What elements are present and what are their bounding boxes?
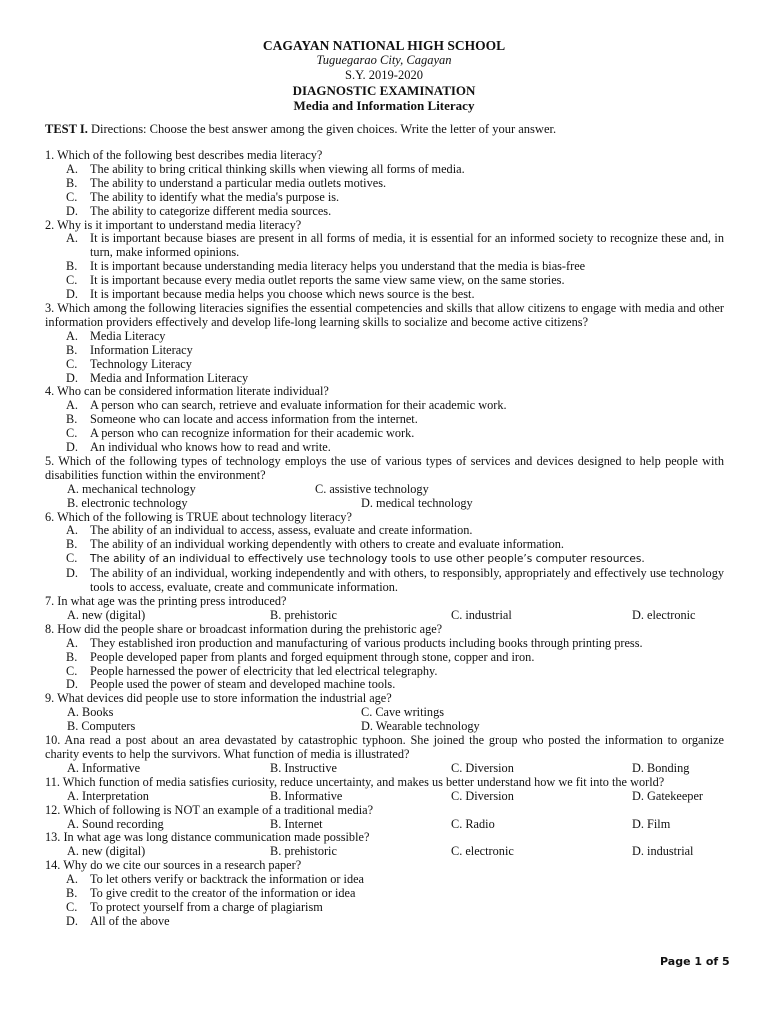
q5-options-row-2 — [45, 497, 724, 511]
option-letter: A. — [66, 872, 78, 887]
option-text: The ability of an individual, working independently and with others, to responsibly, appropriately and effectively use technology tools to access, evaluate, create and communicate information. — [90, 566, 724, 595]
option-letter: A. — [66, 161, 78, 176]
q13-option-c: C. electronic — [451, 844, 514, 859]
option-letter: B. — [66, 175, 78, 190]
q6-option-c — [45, 552, 724, 567]
question-4: 4. Who can be considered information literate individual? — [45, 384, 329, 399]
option-text: It is important because media helps you choose which news source is the best. — [90, 287, 475, 302]
q2-option-a — [45, 232, 724, 260]
q8-option-a — [45, 637, 724, 651]
option-text: The ability of an individual working dependently with others to create and evaluate information. — [90, 537, 564, 552]
q9-option-b: B. Computers — [67, 719, 136, 734]
q4-option-d — [45, 441, 724, 455]
option-text: The ability to bring critical thinking skills when viewing all forms of media. — [90, 161, 465, 176]
q5-option-d: D. medical technology — [361, 495, 473, 510]
option-text: Someone who can locate and access information from the internet. — [90, 412, 418, 427]
option-text: People used the power of steam and developed machine tools. — [90, 677, 396, 692]
option-text: A person who can search, retrieve and evaluate information for their academic work. — [90, 398, 507, 413]
option-letter: D. — [66, 203, 78, 218]
q9-options-row-1 — [45, 706, 724, 720]
school-city: Tuguegarao City, Cagayan — [316, 53, 452, 67]
option-letter: D. — [66, 566, 78, 581]
q4-option-a — [45, 399, 724, 413]
q10-option-b: B. Instructive — [270, 760, 337, 775]
question-11: 11. Which function of media satisfies curiosity, reduce uncertainty, and makes us better understand how we fit into the world? — [45, 774, 665, 789]
question-13: 13. In what age was long distance communication made possible? — [45, 830, 370, 845]
option-text: The ability to identify what the media's purpose is. — [90, 189, 340, 204]
q14-option-a — [45, 873, 724, 887]
q6-option-b — [45, 538, 724, 552]
q10-options-row — [45, 762, 724, 776]
q3-option-b — [45, 344, 724, 358]
option-text: A person who can recognize information for their academic work. — [90, 426, 415, 441]
option-text: To give credit to the creator of the information or idea — [90, 886, 356, 901]
option-letter: C. — [66, 551, 78, 566]
option-letter: A. — [66, 328, 78, 343]
q2-option-c — [45, 274, 724, 288]
school-year: S.Y. 2019-2020 — [345, 68, 423, 82]
option-letter: A. — [66, 231, 78, 246]
subject-title: Media and Information Literacy — [293, 98, 475, 113]
option-letter: B. — [66, 537, 78, 552]
q7-option-c: C. industrial — [451, 607, 512, 622]
q8-option-c — [45, 665, 724, 679]
option-letter: C. — [66, 189, 78, 204]
q5-option-b: B. electronic technology — [67, 495, 188, 510]
option-text: Media Literacy — [90, 328, 166, 343]
option-text: Information Literacy — [90, 342, 193, 357]
option-letter: D. — [66, 913, 78, 928]
q5-options-row-1 — [45, 483, 724, 497]
q1-option-a — [45, 163, 724, 177]
q10-option-c: C. Diversion — [451, 760, 514, 775]
q13-option-d: D. industrial — [632, 844, 694, 859]
q13-option-b: B. prehistoric — [270, 844, 337, 859]
q9-option-a: A. Books — [67, 705, 114, 720]
q7-options-row — [45, 609, 724, 623]
question-10: 10. Ana read a post about an area devastated by catastrophic typhoon. She joined the group who posted the information to organize charity events to help the survivors. What function of media is illustrated? — [45, 733, 724, 761]
q3-option-a — [45, 330, 724, 344]
option-text: Technology Literacy — [90, 356, 192, 371]
document-header — [0, 38, 768, 113]
q14-option-b — [45, 887, 724, 901]
test-label: TEST I. — [45, 122, 88, 136]
directions-text: Directions: Choose the best answer among the given choices. Write the letter of your answer. — [87, 122, 557, 136]
option-letter: C. — [66, 273, 78, 288]
test-directions — [45, 122, 735, 137]
q2-option-d — [45, 288, 724, 302]
question-7: 7. In what age was the printing press introduced? — [45, 594, 287, 608]
q4-option-b — [45, 413, 724, 427]
q4-option-c — [45, 427, 724, 441]
q5-option-c: C. assistive technology — [315, 481, 429, 496]
option-letter: B. — [66, 342, 78, 357]
option-letter: D. — [66, 287, 78, 302]
question-6: 6. Which of the following is TRUE about technology literacy? — [45, 509, 352, 524]
option-text: It is important because understanding media literacy helps you understand that the media is bias-free — [90, 259, 586, 274]
q8-option-b — [45, 651, 724, 665]
q11-option-d: D. Gatekeeper — [632, 788, 704, 803]
option-letter: D. — [66, 440, 78, 455]
question-3: 3. Which among the following literacies signifies the essential competencies and skills that allow citizens to engage with media and other information providers effectively and develop life-long learning skills to socialize and become active citizens? — [45, 300, 724, 329]
question-list — [45, 149, 724, 929]
option-letter: D. — [66, 370, 78, 385]
option-letter: C. — [66, 663, 78, 678]
q9-option-c: C. Cave writings — [361, 705, 444, 720]
option-text: All of the above — [90, 913, 170, 928]
q11-options-row — [45, 790, 724, 804]
option-text: People harnessed the power of electricity that led electrical telegraphy. — [90, 663, 438, 678]
q8-option-d — [45, 678, 724, 692]
option-letter: C. — [66, 356, 78, 371]
question-14: 14. Why do we cite our sources in a research paper? — [45, 858, 302, 873]
question-2: 2. Why is it important to understand media literacy? — [45, 217, 302, 232]
page-number: Page 1 of 5 — [660, 955, 730, 968]
q1-option-c — [45, 191, 724, 205]
q7-option-b: B. prehistoric — [270, 607, 337, 622]
question-5: 5. Which of the following types of technology employs the use of various types of services and devices designed to help people with disabilities function within the environment? — [45, 453, 724, 482]
q11-option-b: B. Informative — [270, 788, 343, 803]
q9-option-d: D. Wearable technology — [361, 719, 480, 734]
q12-option-b: B. Internet — [270, 816, 323, 831]
q12-option-a: A. Sound recording — [67, 816, 164, 831]
q1-option-b — [45, 177, 724, 191]
q3-option-c — [45, 358, 724, 372]
q13-options-row — [45, 845, 724, 859]
option-letter: D. — [66, 677, 78, 692]
exam-title: DIAGNOSTIC EXAMINATION — [292, 83, 476, 98]
option-text: People developed paper from plants and forged equipment through stone, copper and iron. — [90, 649, 535, 664]
option-letter: B. — [66, 259, 78, 274]
question-9: 9. What devices did people use to store information the industrial age? — [45, 691, 392, 706]
q6-option-d — [45, 567, 724, 595]
option-text: The ability of an individual to access, assess, evaluate and create information. — [90, 523, 473, 538]
option-letter: B. — [66, 886, 78, 901]
option-text: It is important because every media outlet reports the same view same view, on the same stories. — [90, 273, 565, 288]
option-letter: C. — [66, 899, 78, 914]
q5-option-a: A. mechanical technology — [67, 481, 196, 496]
question-12: 12. Which of following is NOT an example of a traditional media? — [45, 802, 374, 817]
q11-option-a: A. Interpretation — [67, 788, 149, 803]
option-text: To protect yourself from a charge of plagiarism — [90, 899, 323, 914]
option-text: The ability of an individual to effectively use technology tools to use other people’s computer resources. — [90, 553, 645, 566]
q9-options-row-2 — [45, 720, 724, 734]
option-text: An individual who knows how to read and write. — [90, 440, 331, 455]
q10-option-d: D. Bonding — [632, 760, 690, 775]
q12-option-d: D. Film — [632, 816, 671, 831]
q7-option-a: A. new (digital) — [67, 607, 146, 622]
q1-option-d — [45, 205, 724, 219]
option-text: Media and Information Literacy — [90, 370, 249, 385]
option-text: They established iron production and manufacturing of various products including books through printing press. — [90, 635, 643, 650]
q14-option-c — [45, 901, 724, 915]
q6-option-a — [45, 524, 724, 538]
option-text: To let others verify or backtrack the information or idea — [90, 872, 365, 887]
q2-option-b — [45, 260, 724, 274]
q11-option-c: C. Diversion — [451, 788, 514, 803]
option-letter: A. — [66, 523, 78, 538]
option-letter: B. — [66, 649, 78, 664]
option-text: The ability to understand a particular media outlets motives. — [90, 175, 387, 190]
option-letter: A. — [66, 398, 78, 413]
q12-options-row — [45, 818, 724, 832]
q13-option-a: A. new (digital) — [67, 844, 146, 859]
school-name: CAGAYAN NATIONAL HIGH SCHOOL — [262, 38, 506, 53]
question-1: 1. Which of the following best describes media literacy? — [45, 148, 323, 162]
q3-option-d — [45, 372, 724, 386]
q12-option-c: C. Radio — [451, 816, 495, 831]
option-letter: A. — [66, 635, 78, 650]
option-text: The ability to categorize different media sources. — [90, 203, 332, 218]
question-8: 8. How did the people share or broadcast information during the prehistoric age? — [45, 621, 443, 636]
option-letter: C. — [66, 426, 78, 441]
q14-option-d — [45, 915, 724, 929]
option-text: It is important because biases are present in all forms of media, it is essential for an informed society to recognize these and, in turn, make informed opinions. — [90, 231, 724, 260]
q7-option-d: D. electronic — [632, 607, 696, 622]
option-letter: B. — [66, 412, 78, 427]
q10-option-a: A. Informative — [67, 760, 141, 775]
